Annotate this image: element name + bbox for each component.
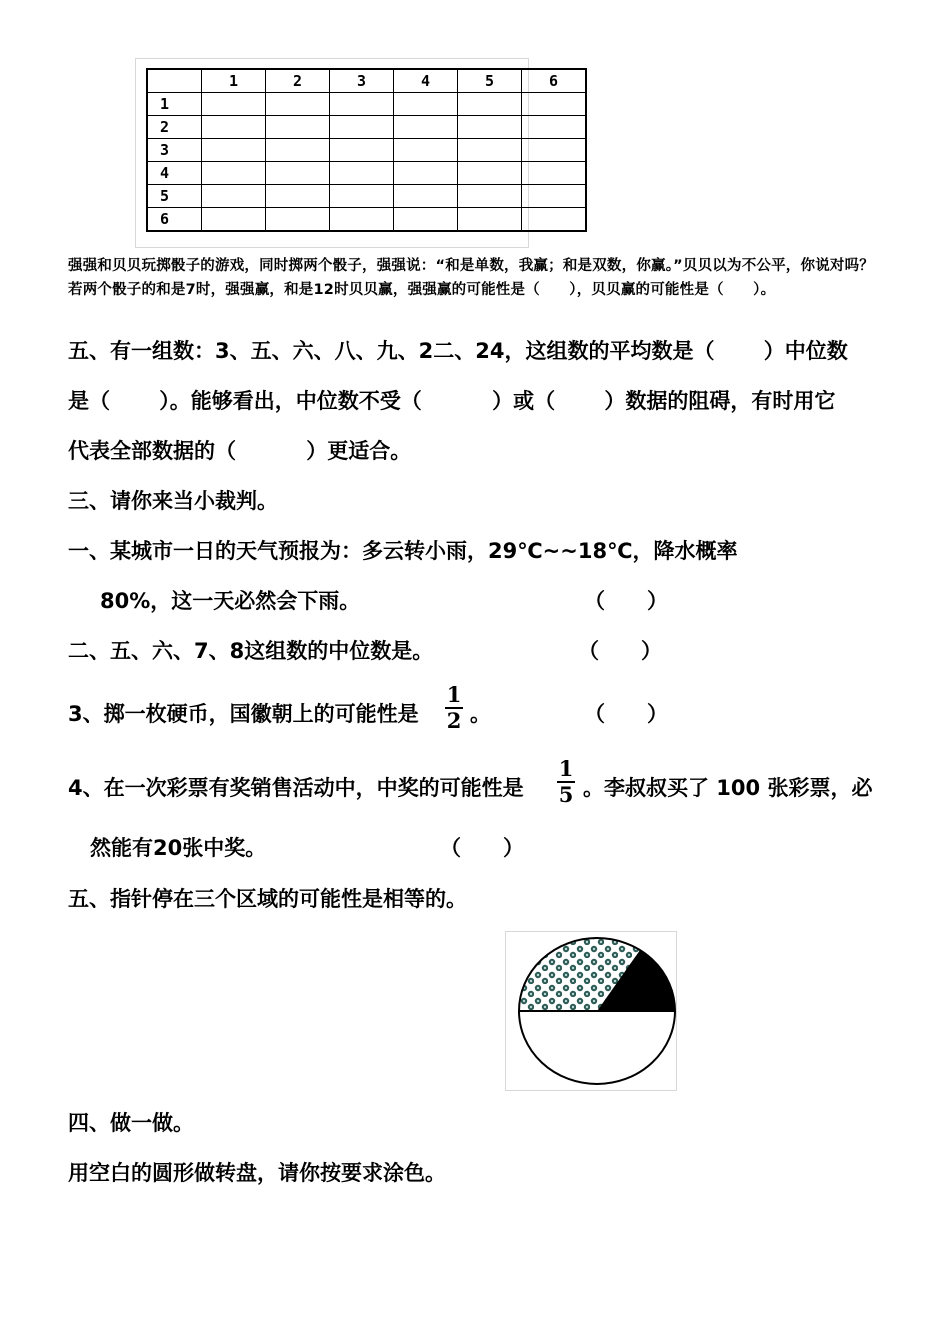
table-row [147,93,586,116]
table-cell: 1 [202,69,266,93]
table-row [147,208,586,232]
median-question-line3: 代表全部数据的（ ）更适合。 [68,439,412,463]
fraction-one-fifth [557,758,575,806]
judge-q2: 二、五、六、7、8这组数的中位数是。 [68,639,434,663]
judge-q4-line1: 4、在一次彩票有奖销售活动中，中奖的可能性是 [68,776,524,800]
row-label: 4 [147,162,202,185]
judge-q1-line2: 80%，这一天必然会下雨。 [100,589,361,613]
median-question-line1: 五、有一组数：3、五、六、八、九、2二、24，这组数的平均数是（ ）中位数 [68,339,848,363]
answer-paren[interactable]: （ ） [578,639,662,663]
fraction-numerator: 1 [446,682,462,707]
table-cell [147,69,202,93]
table-row [147,185,586,208]
table-cell: 3 [330,69,394,93]
fraction-numerator: 1 [558,756,574,781]
dice-question: 强强和贝贝玩掷骰子的游戏，同时掷两个骰子，强强说：“和是单数，我赢；和是双数，你赢。”贝贝以为不公平，你说对吗？若两个骰子的和是7时，强强赢，和是12时贝贝赢，强强赢的可能性是（ ），贝贝赢的可能性是（ ）。 [68,258,875,298]
spinner-circle-svg [506,932,676,1090]
judge-q5: 五、指针停在三个区域的可能性是相等的。 [68,887,467,911]
table-cell: 6 [522,69,587,93]
answer-paren[interactable]: （ ） [584,589,668,613]
judge-q3-end: 。 [470,702,491,726]
table-row [147,116,586,139]
spinner-figure [505,931,677,1091]
row-label: 3 [147,139,202,162]
answer-paren[interactable]: （ ） [584,702,668,726]
dice-sum-table [146,68,587,232]
judge-q4-line1-end: 。李叔叔买了 100 张彩票，必 [583,776,873,800]
fraction-denominator: 2 [446,708,462,733]
row-label: 1 [147,93,202,116]
table-cell: 2 [266,69,330,93]
section-do-heading: 四、做一做。 [68,1111,194,1135]
table-cell: 4 [394,69,458,93]
section-judge-heading: 三、请你来当小裁判。 [68,489,278,513]
do-instruction: 用空白的圆形做转盘，请你按要求涂色。 [68,1161,446,1185]
fraction-denominator: 5 [558,782,574,807]
fraction-one-half [445,684,463,732]
row-label: 5 [147,185,202,208]
judge-q1-line1: 一、某城市一日的天气预报为：多云转小雨，29℃~~18℃，降水概率 [68,539,738,563]
table-cell: 5 [458,69,522,93]
answer-paren[interactable]: （ ） [440,836,524,860]
table-row [147,162,586,185]
row-label: 6 [147,208,202,232]
judge-q4-line2: 然能有20张中奖。 [90,836,267,860]
table-row [147,139,586,162]
row-label: 2 [147,116,202,139]
median-question-line2: 是（ ）。能够看出，中位数不受（ ）或（ ）数据的阻碍，有时用它 [68,389,836,413]
judge-q3: 3、掷一枚硬币，国徽朝上的可能性是 [68,702,419,726]
table-header-row [147,69,586,93]
